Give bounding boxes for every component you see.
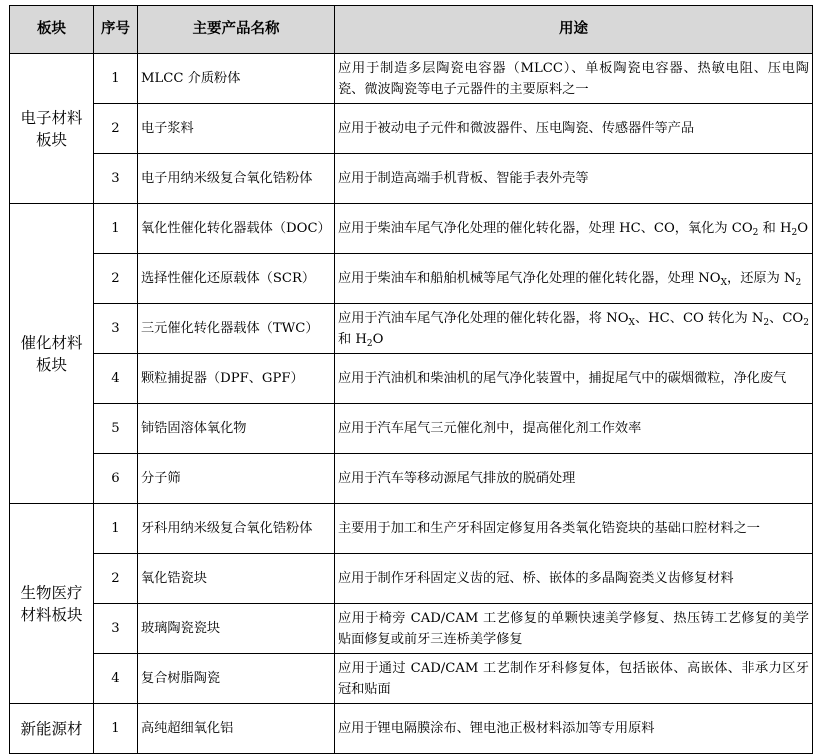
product-usage: 应用于通过 CAD/CAM 工艺制作牙科修复体，包括嵌体、高嵌体、非承力区牙冠和贴面: [335, 654, 813, 704]
row-number: 1: [94, 204, 138, 254]
product-usage: 应用于制造多层陶瓷电容器（MLCC）、单板陶瓷电容器、热敏电阻、压电陶瓷、微波陶瓷等电子元器件的主要原料之一: [335, 54, 813, 104]
table-row: [10, 404, 813, 454]
product-name: 电子浆料: [138, 104, 335, 154]
row-number: 4: [94, 654, 138, 704]
header-section: 板块: [10, 6, 94, 54]
row-number: 3: [94, 154, 138, 204]
row-number: 3: [94, 604, 138, 654]
section-biomedical: 生物医疗材料板块: [10, 504, 94, 704]
product-usage: 应用于柴油车尾气净化处理的催化转化器，处理 HC、CO，氧化为 $CO_2$ 和 $H_2O$: [335, 204, 813, 254]
product-name: 三元催化转化器载体（TWC）: [138, 304, 335, 354]
product-name: 选择性催化还原载体（SCR）: [138, 254, 335, 304]
table-row: [10, 204, 813, 254]
table-row: [10, 554, 813, 604]
section-electronic: 电子材料板块: [10, 54, 94, 204]
header-product-name: 主要产品名称: [138, 6, 335, 54]
product-usage: 应用于被动电子元件和微波器件、压电陶瓷、传感器件等产品: [335, 104, 813, 154]
table-row: [10, 254, 813, 304]
section-catalyst: 催化材料板块: [10, 204, 94, 504]
product-name: 复合树脂陶瓷: [138, 654, 335, 704]
table-row: [10, 304, 813, 354]
product-name: 玻璃陶瓷瓷块: [138, 604, 335, 654]
row-number: 2: [94, 554, 138, 604]
row-number: 2: [94, 254, 138, 304]
product-usage: 应用于椅旁 CAD/CAM 工艺修复的单颗快速美学修复、热压铸工艺修复的美学贴面修复或前牙三连桥美学修复: [335, 604, 813, 654]
row-number: 4: [94, 354, 138, 404]
product-name: 电子用纳米级复合氧化锆粉体: [138, 154, 335, 204]
row-number: 5: [94, 404, 138, 454]
product-usage: 应用于制造高端手机背板、智能手表外壳等: [335, 154, 813, 204]
product-name: 分子筛: [138, 454, 335, 504]
table-row: [10, 504, 813, 554]
header-number: 序号: [94, 6, 138, 54]
product-name: 高纯超细氧化铝: [138, 704, 335, 754]
row-number: 3: [94, 304, 138, 354]
header-usage: 用途: [335, 6, 813, 54]
product-name: 铈锆固溶体氧化物: [138, 404, 335, 454]
row-number: 6: [94, 454, 138, 504]
product-usage: 应用于汽车等移动源尾气排放的脱硝处理: [335, 454, 813, 504]
product-table: [9, 5, 813, 754]
product-usage: 应用于柴油车和船舶机械等尾气净化处理的催化转化器，处理 $NO_X$，还原为 $N_2$: [335, 254, 813, 304]
table-row: [10, 104, 813, 154]
product-name: 牙科用纳米级复合氧化锆粉体: [138, 504, 335, 554]
product-usage: 主要用于加工和生产牙科固定修复用各类氧化锆瓷块的基础口腔材料之一: [335, 504, 813, 554]
table-row: [10, 354, 813, 404]
product-name: 氧化锆瓷块: [138, 554, 335, 604]
product-usage: 应用于汽车尾气三元催化剂中，提高催化剂工作效率: [335, 404, 813, 454]
row-number: 1: [94, 704, 138, 754]
header-row: [10, 6, 813, 54]
table-row: [10, 154, 813, 204]
product-usage: 应用于汽油机和柴油机的尾气净化装置中，捕捉尾气中的碳烟微粒，净化废气: [335, 354, 813, 404]
product-name: 颗粒捕捉器（DPF、GPF）: [138, 354, 335, 404]
table-row: [10, 54, 813, 104]
table-row: [10, 454, 813, 504]
section-new-energy: 新能源材: [10, 704, 94, 754]
product-usage: 应用于锂电隔膜涂布、锂电池正极材料添加等专用原料: [335, 704, 813, 754]
table-row: [10, 654, 813, 704]
row-number: 2: [94, 104, 138, 154]
product-name: MLCC 介质粉体: [138, 54, 335, 104]
product-usage: 应用于制作牙科固定义齿的冠、桥、嵌体的多晶陶瓷类义齿修复材料: [335, 554, 813, 604]
table-row: [10, 704, 813, 754]
product-usage: 应用于汽油车尾气净化处理的催化转化器，将 $NO_X$、HC、CO 转化为 $N_2$、$CO_2$ 和 $H_2O$: [335, 304, 813, 354]
row-number: 1: [94, 54, 138, 104]
row-number: 1: [94, 504, 138, 554]
product-name: 氧化性催化转化器载体（DOC）: [138, 204, 335, 254]
table-row: [10, 604, 813, 654]
